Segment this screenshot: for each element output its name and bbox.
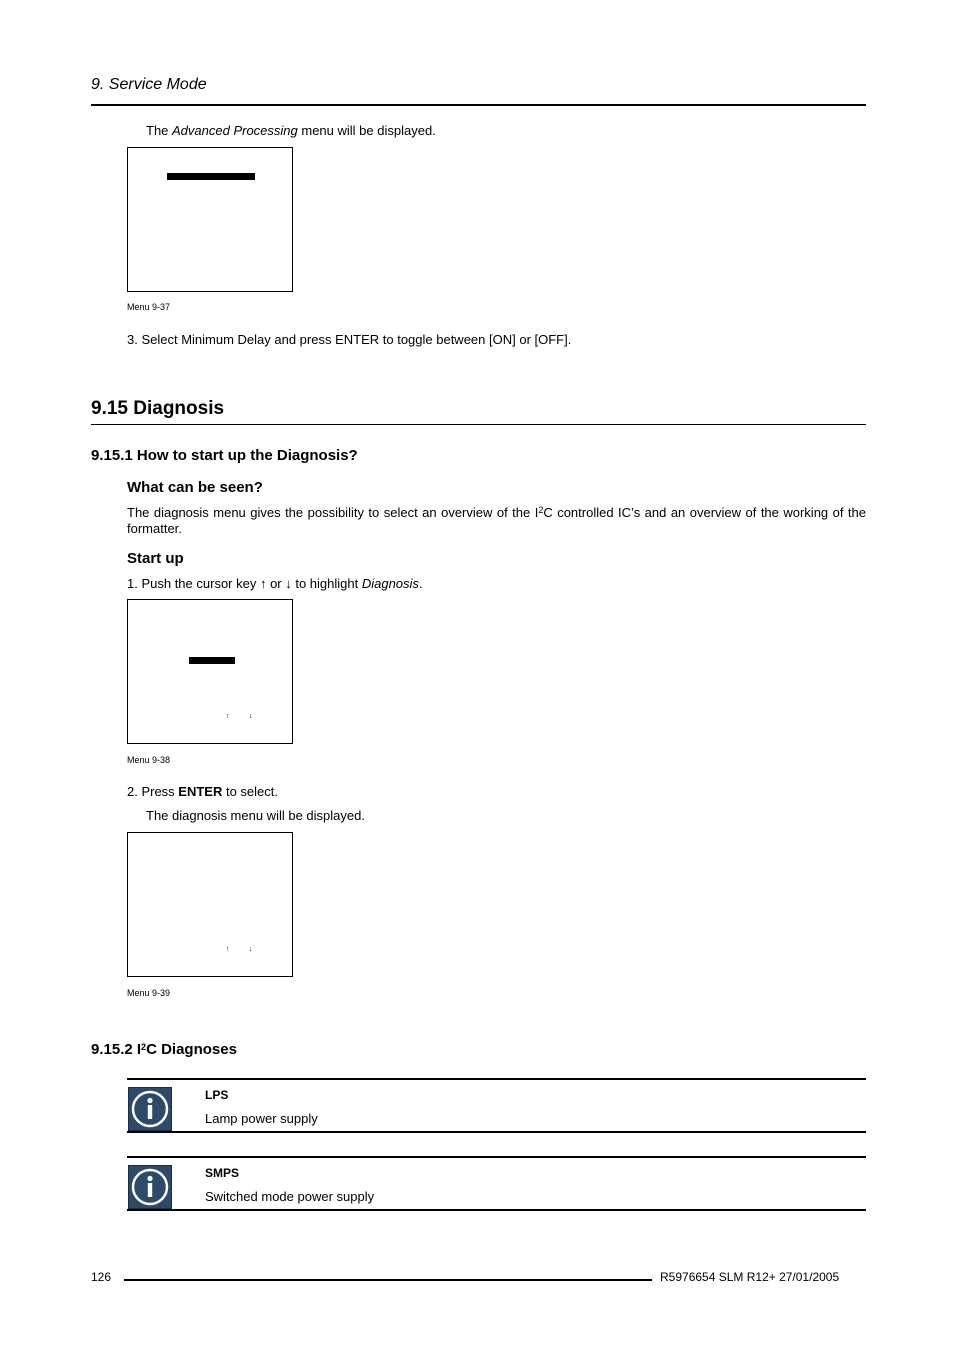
step-2-text: 2. Press: [127, 784, 179, 799]
arrow-down-icon: ↓: [249, 713, 253, 720]
step-1-end: .: [418, 576, 423, 591]
section-title: 9.15 Diagnosis: [91, 398, 225, 419]
step-1: [127, 576, 423, 592]
note-title: LPS: [205, 1088, 229, 1102]
menu-title-bar: [167, 173, 255, 180]
running-header: 9. Service Mode: [91, 76, 207, 93]
note-text: Switched mode power supply: [205, 1189, 375, 1204]
step-3: 3. Select Minimum Delay and press ENTER to toggle between [ON] or [OFF].: [127, 332, 572, 347]
menu-caption: Menu 9-38: [127, 755, 171, 765]
step-1-emphasis: Diagnosis: [361, 576, 419, 591]
step-2-result: The diagnosis menu will be displayed.: [146, 808, 365, 823]
intro-emphasis: Advanced Processing: [172, 123, 298, 138]
arrow-up-icon: ↑: [226, 713, 230, 720]
menu-highlight-bar: [189, 657, 235, 664]
what-can-be-seen-paragraph: [127, 505, 866, 537]
menu-screenshot-9-38: [127, 599, 293, 744]
subsection-2-prefix: 9.15.2 I: [91, 1041, 142, 1058]
step-1-text: 1. Push the cursor key ↑ or ↓ to highlight: [127, 576, 362, 591]
info-icon: [128, 1165, 172, 1209]
menu-screenshot-9-39: [127, 832, 293, 977]
subsection-2-suffix: C Diagnoses: [146, 1041, 237, 1058]
subsection-title: 9.15.1 How to start up the Diagnosis?: [91, 447, 358, 464]
intro-text-before: The: [146, 123, 173, 138]
note-text: Lamp power supply: [205, 1111, 318, 1126]
note-top-rule: [127, 1078, 866, 1080]
what-can-be-seen-heading: What can be seen?: [127, 479, 263, 496]
intro-paragraph: [146, 123, 436, 139]
note-bottom-rule: [127, 1209, 866, 1211]
subsection-2-title: [91, 1041, 237, 1058]
step-2-key: ENTER: [178, 784, 223, 799]
start-up-heading: Start up: [127, 550, 184, 567]
footer-doc-info: R5976654 SLM R12+ 27/01/2005: [660, 1270, 840, 1284]
menu-screenshot-9-37: [127, 147, 293, 292]
header-rule: [91, 104, 866, 106]
note-bottom-rule: [127, 1131, 866, 1133]
arrow-down-icon: ↓: [249, 946, 253, 953]
step-2: [127, 784, 278, 800]
note-title: SMPS: [205, 1166, 240, 1180]
superscript: 2: [538, 505, 544, 515]
menu-caption: Menu 9-37: [127, 302, 171, 312]
superscript: 2: [141, 1042, 147, 1052]
intro-text-after: menu will be displayed.: [297, 123, 436, 138]
step-2-end: to select.: [222, 784, 278, 799]
footer-rule: [124, 1279, 652, 1281]
info-icon: [128, 1087, 172, 1131]
section-rule: [91, 424, 866, 425]
note-top-rule: [127, 1156, 866, 1158]
arrow-up-icon: ↑: [226, 946, 230, 953]
paragraph-text-before: The diagnosis menu gives the possibility to select an overview of the I: [127, 505, 539, 520]
menu-caption: Menu 9-39: [127, 988, 171, 998]
paragraph-text-after: C controlled IC’s and an overview of the working of the formatter.: [127, 505, 866, 536]
page-number: 126: [91, 1270, 112, 1284]
